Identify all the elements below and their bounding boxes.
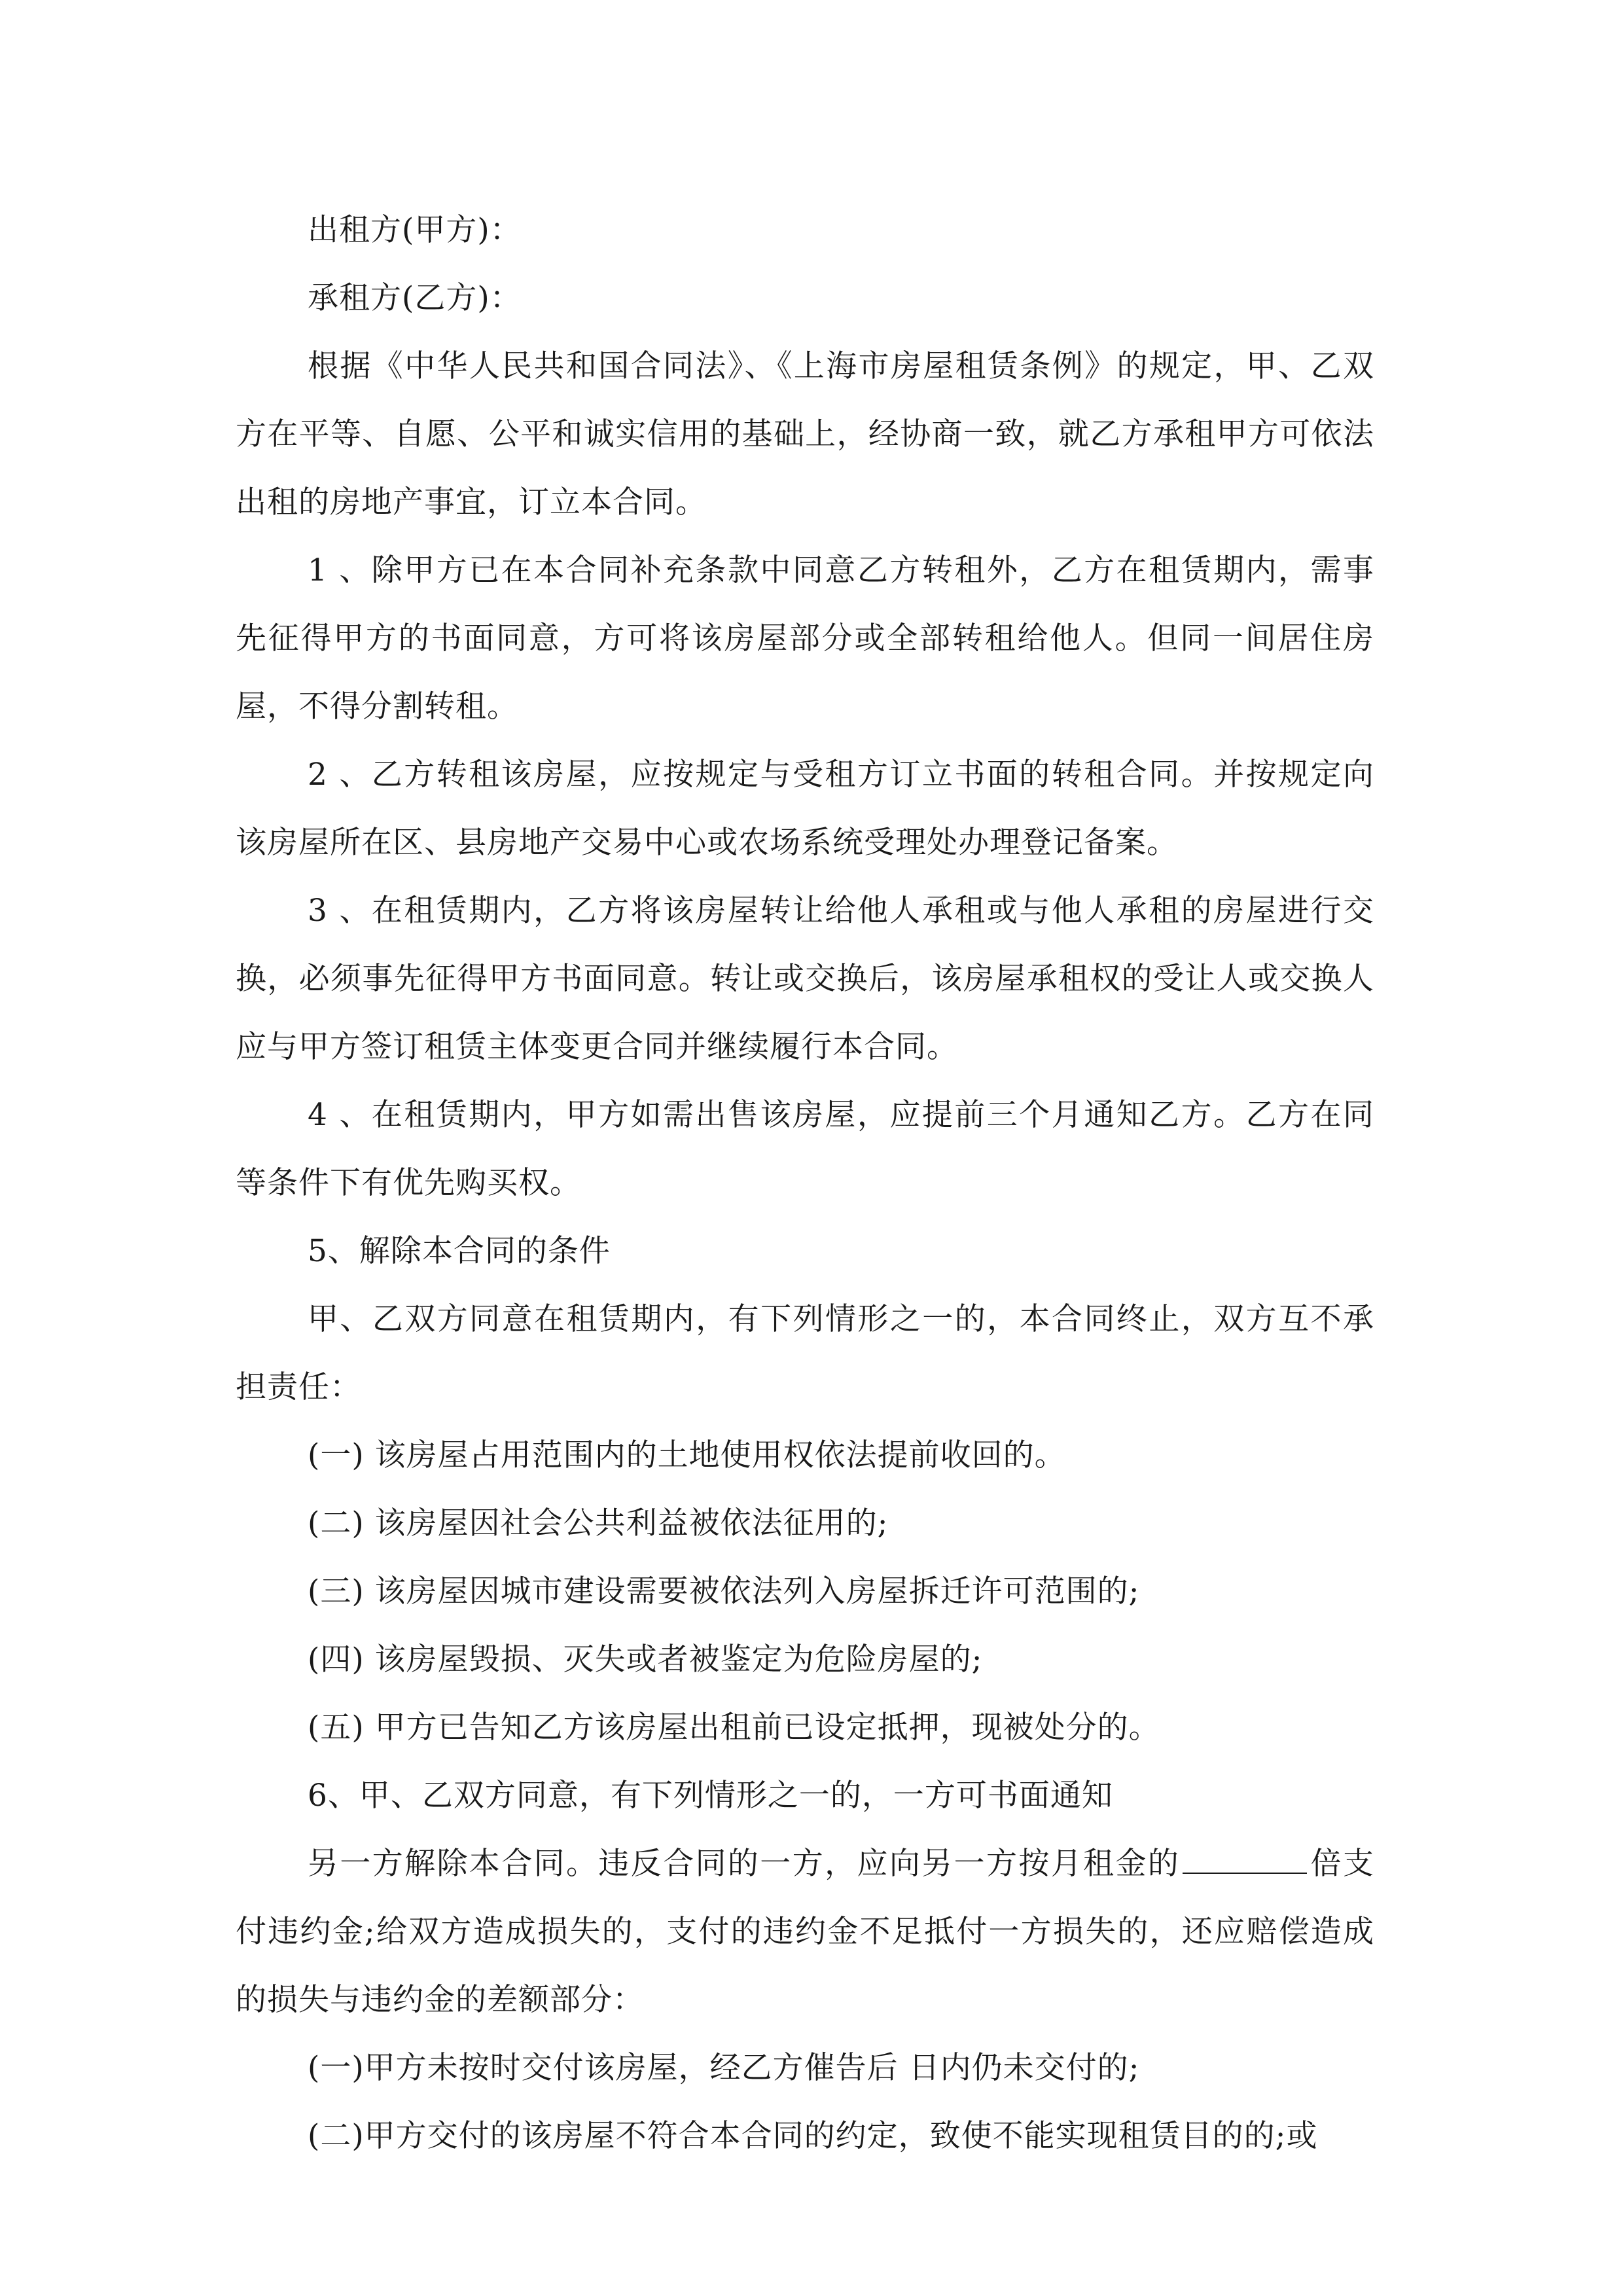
clause-6-body	[236, 1830, 1374, 2034]
clause-5-title: 5、解除本合同的条件	[308, 1233, 611, 1269]
clause-4: 4 、在租赁期内，甲方如需出售该房屋，应提前三个月通知乙方。乙方在同等条件下有优先购买权。	[236, 1097, 1374, 1201]
penalty-multiplier-blank	[1183, 1848, 1307, 1874]
clause-5-item-2: (二) 该房屋因社会公共利益被依法征用的;	[308, 1505, 889, 1541]
clause-5-item-1: (一) 该房屋占用范围内的土地使用权依法提前收回的。	[308, 1437, 1066, 1473]
intro-paragraph: 根据《中华人民共和国合同法》、《上海市房屋租赁条例》的规定，甲、乙双方在平等、自愿、公平和诚实信用的基础上，经协商一致，就乙方承租甲方可依法出租的房地产事宜，订立本合同。	[236, 348, 1374, 520]
clause-2: 2 、乙方转租该房屋，应按规定与受租方订立书面的转租合同。并按规定向该房屋所在区、县房地产交易中心或农场系统受理处办理登记备案。	[236, 757, 1374, 861]
lessee-line: 承租方(乙方)：	[308, 280, 522, 316]
clause-6-item-1: (一)甲方未按时交付该房屋，经乙方催告后 日内仍未交付的;	[308, 2050, 1140, 2086]
clause-6-title: 6、甲、乙双方同意，有下列情形之一的，一方可书面通知	[308, 1778, 1113, 1814]
clause-5-item-3: (三) 该房屋因城市建设需要被依法列入房屋拆迁许可范围的;	[308, 1573, 1140, 1609]
clause-5-item-4: (四) 该房屋毁损、灭失或者被鉴定为危险房屋的;	[308, 1641, 983, 1677]
clause-6-body-before: 另一方解除本合同。违反合同的一方，应向另一方按月租金的	[308, 1846, 1181, 1882]
lessor-line: 出租方(甲方)：	[308, 212, 522, 248]
clause-3: 3 、在租赁期内，乙方将该房屋转让给他人承租或与他人承租的房屋进行交换，必须事先征得甲方书面同意。转让或交换后，该房屋承租权的受让人或交换人应与甲方签订租赁主体变更合同并继续履行本合同。	[236, 893, 1374, 1065]
clause-1: 1 、除甲方已在本合同补充条款中同意乙方转租外，乙方在租赁期内，需事先征得甲方的书面同意，方可将该房屋部分或全部转租给他人。但同一间居住房屋，不得分割转租。	[236, 552, 1374, 725]
clause-5-body: 甲、乙双方同意在租赁期内，有下列情形之一的，本合同终止，双方互不承担责任：	[236, 1301, 1374, 1405]
clause-6-item-2: (二)甲方交付的该房屋不符合本合同的约定，致使不能实现租赁目的的;或	[308, 2118, 1318, 2154]
clause-6-body-after: 倍支付违约金;给双方造成损失的，支付的违约金不足抵付一方损失的，还应赔偿造成的损失与违约金的差额部分：	[236, 1846, 1375, 2018]
clause-5-item-5: (五) 甲方已告知乙方该房屋出租前已设定抵押，现被处分的。	[308, 1710, 1160, 1746]
contract-body	[236, 196, 1374, 2170]
